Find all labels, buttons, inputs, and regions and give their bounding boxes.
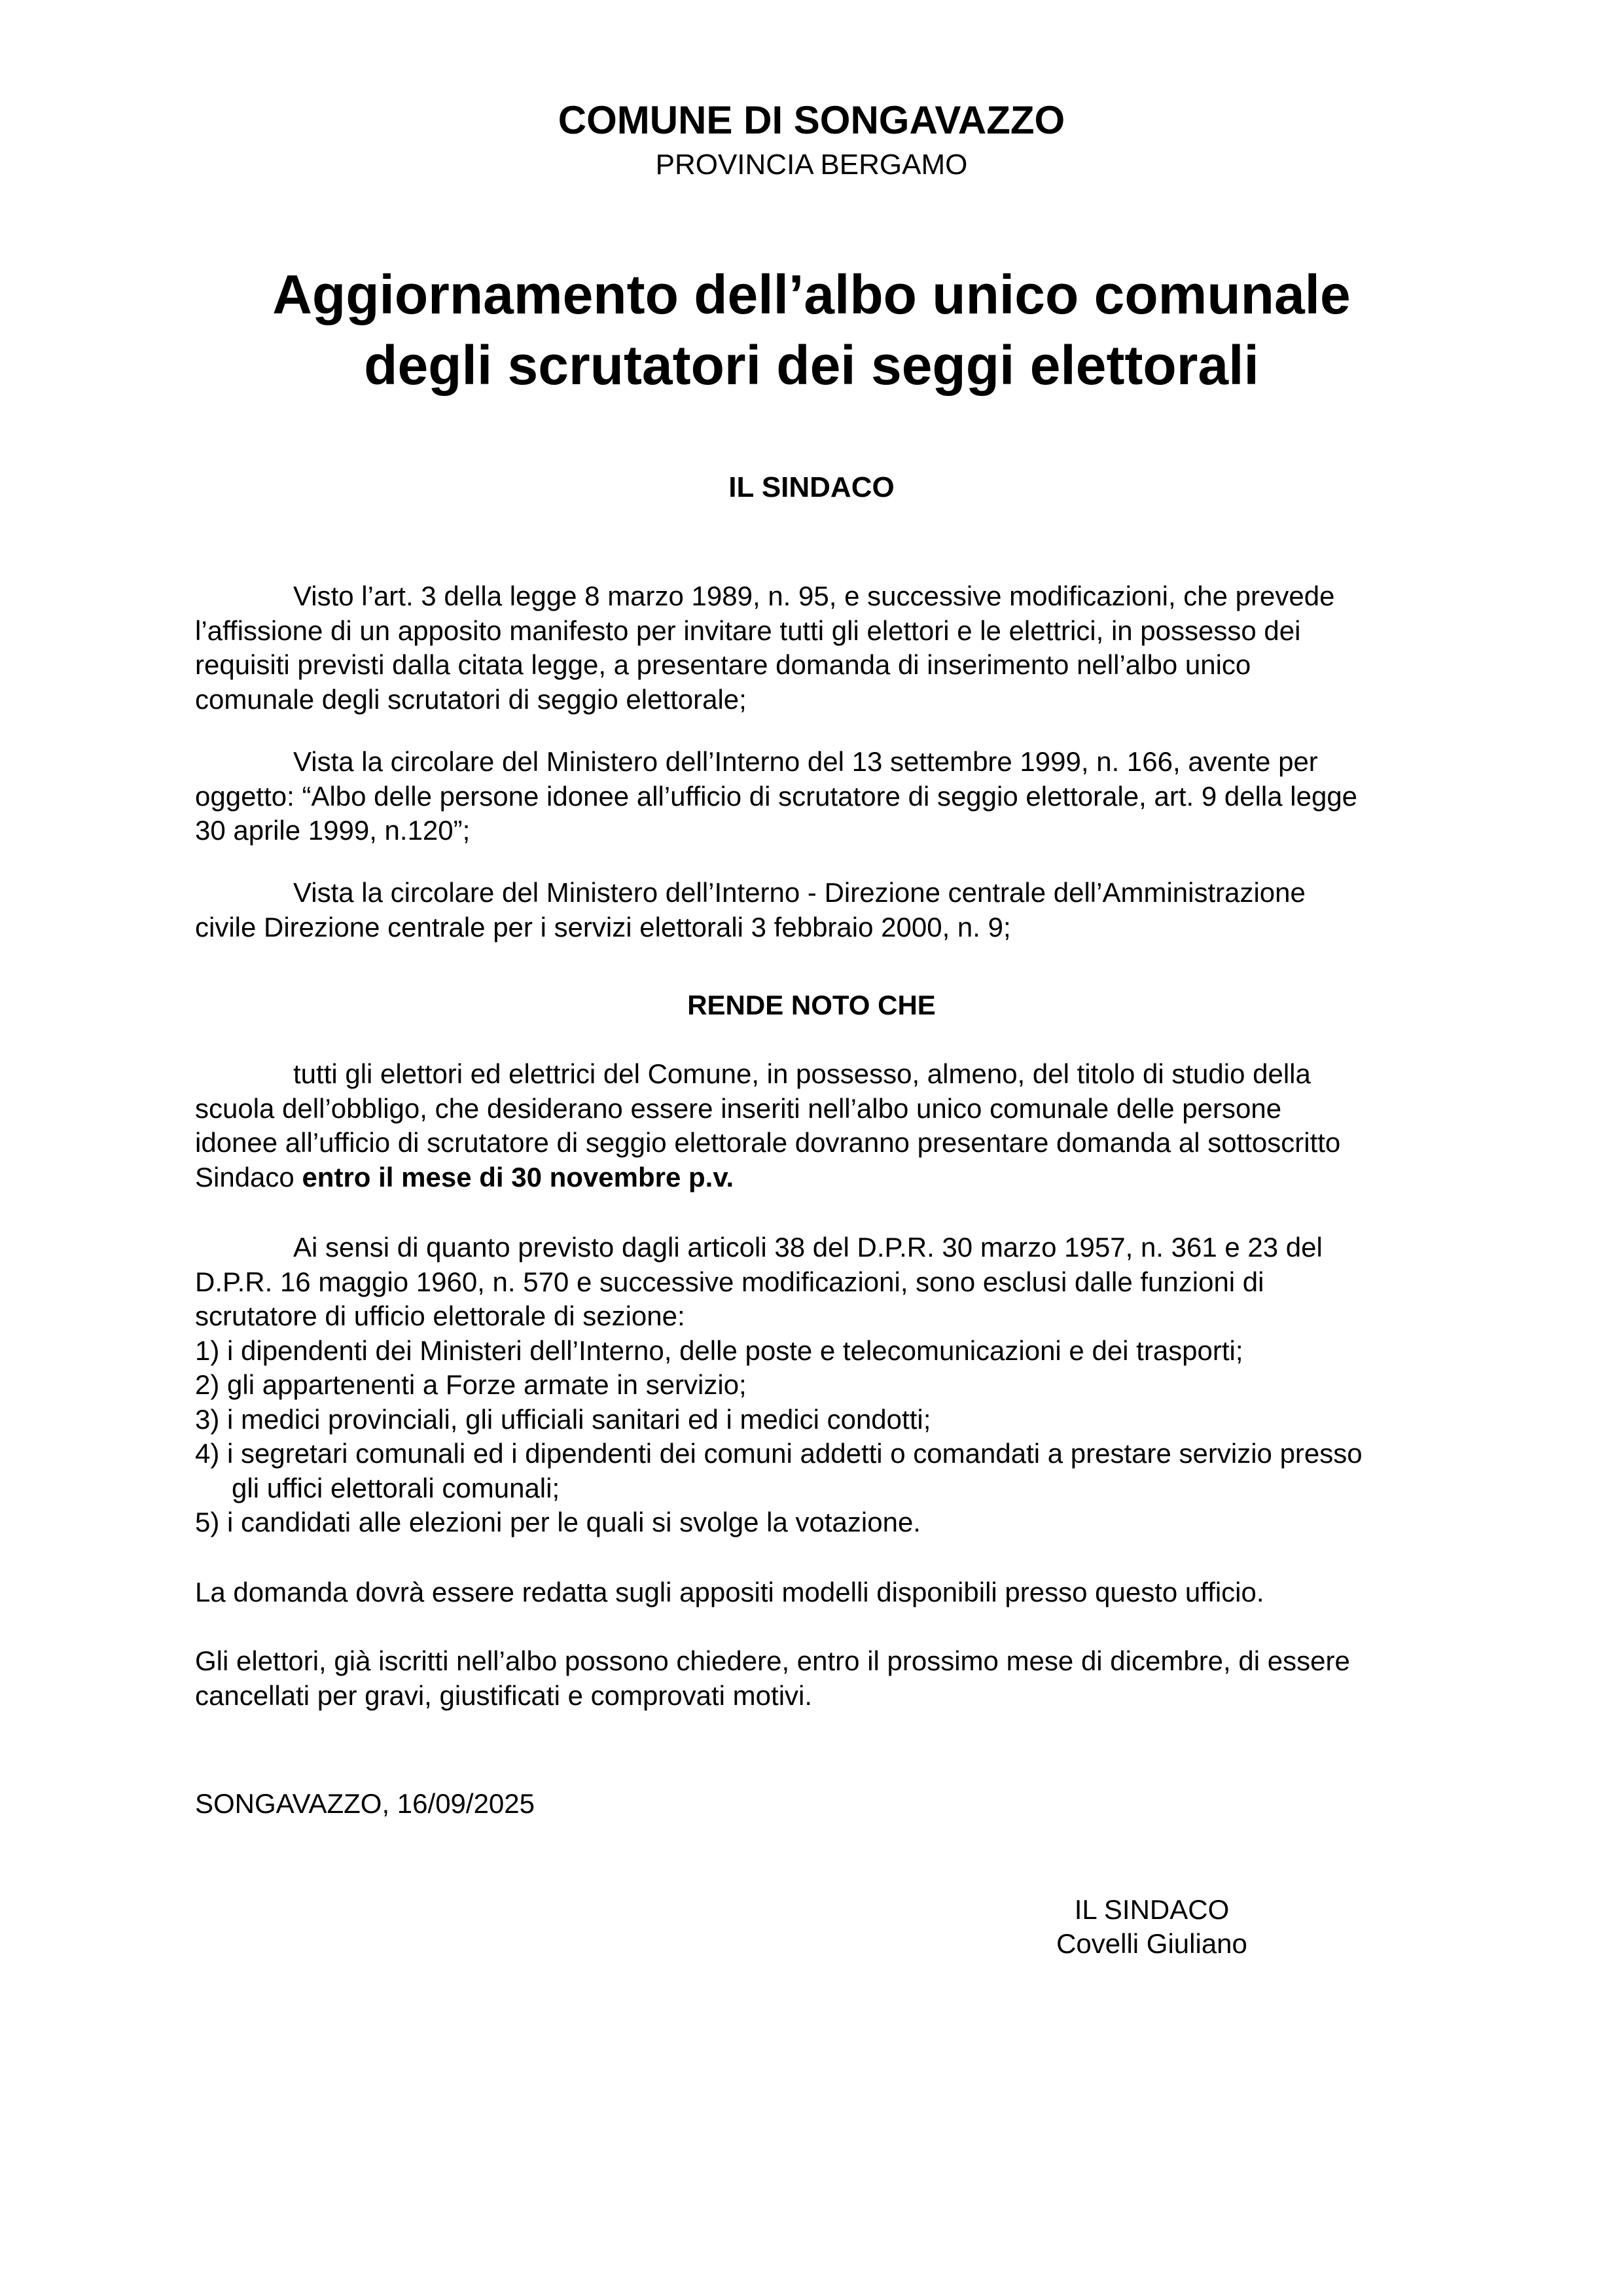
document-title [0,259,1623,401]
list-item: 5) i candidati alle elezioni per le quali si svolge la votazione. [195,1507,921,1537]
list-item: 2) gli appartenenti a Forze armate in servizio; [195,1369,747,1400]
text-line: Gli elettori, già iscritti nell’albo possono chiedere, entro il prossimo mese di dicembre, di essere [195,1645,1350,1676]
application-note [195,1575,1497,1610]
text-line: oggetto: “Albo delle persone idonee all’ufficio di scrutatore di seggio elettorale, art. 9 della legge [195,780,1358,812]
text-line: scrutatore di ufficio elettorale di sezione: [195,1300,685,1331]
text-line: Vista la circolare del Ministero dell’Interno del 13 settembre 1999, n. 166, avente per [293,746,1318,777]
signature-block [1008,1893,1296,1961]
list-item: 3) i medici provinciali, gli ufficiali sanitari ed i medici condotti; [195,1403,931,1435]
list-item: 4) i segretari comunali ed i dipendenti dei comuni addetti o comandati a prestare servizio presso [195,1438,1363,1469]
deadline-text: entro il mese di 30 novembre p.v. [302,1161,734,1193]
text-line: Ai sensi di quanto previsto dagli articoli 38 del D.P.R. 30 marzo 1957, n. 361 e 23 del [293,1232,1323,1263]
premise-paragraph-1 [195,579,1497,717]
text-line: comunale degli scrutatori di seggio elettorale; [195,683,747,715]
municipality-name: COMUNE DI SONGAVAZZO [558,98,1065,142]
text-line: requisiti previsti dalla citata legge, a presentare domanda di inserimento nell’albo unico [195,649,1251,680]
text-line: civile Direzione centrale per i servizi elettorali 3 febbraio 2000, n. 9; [195,911,1011,942]
signature-name: Covelli Giuliano [1056,1928,1247,1959]
notice-heading: RENDE NOTO CHE [687,990,936,1020]
text-line: La domanda dovrà essere redatta sugli appositi modelli disponibili presso questo ufficio. [195,1577,1264,1607]
text-line: idonee all’ufficio di scrutatore di seggio elettorale dovranno presentare domanda al sottoscritto [195,1127,1341,1158]
exclusions-list [195,1334,1497,1540]
text-line: 30 aprile 1999, n.120”; [195,815,471,846]
list-item-continuation: gli uffici elettorali comunali; [232,1472,560,1503]
text-line: scuola dell’obbligo, che desiderano essere inseriti nell’albo unico comunale delle persone [195,1092,1282,1124]
notice-paragraph [195,1057,1497,1194]
authority-heading: IL SINDACO [728,471,895,503]
text-fragment: Sindaco [195,1161,302,1193]
premise-paragraph-2 [195,745,1497,848]
exclusions-section [195,1230,1497,1540]
province-name: PROVINCIA BERGAMO [655,149,968,181]
premise-paragraph-3 [195,876,1497,944]
text-line: l’affissione di un apposito manifesto per invitare tutti gli elettori e le elettrici, in possesso dei [195,615,1301,646]
text-line: cancellati per gravi, giustificati e comprovati motivi. [195,1679,813,1711]
signature-role: IL SINDACO [1074,1894,1230,1925]
title-line-2: degli scrutatori dei seggi elettorali [364,334,1259,396]
title-line-1: Aggiornamento dell’albo unico comunale [272,264,1351,325]
text-line [195,1160,1497,1195]
cancellation-note [195,1644,1497,1713]
text-line: Vista la circolare del Ministero dell’Interno - Direzione centrale dell’Amministrazione [293,877,1306,908]
text-line: D.P.R. 16 maggio 1960, n. 570 e successive modificazioni, sono esclusi dalle funzioni di [195,1266,1264,1297]
list-item: 1) i dipendenti dei Ministeri dell’Interno, delle poste e telecomunicazioni e dei trasporti; [195,1335,1243,1366]
text-line: Visto l’art. 3 della legge 8 marzo 1989, n. 95, e successive modificazioni, che prevede [293,581,1335,611]
place-date: SONGAVAZZO, 16/09/2025 [195,1788,535,1819]
text-line: tutti gli elettori ed elettrici del Comune, in possesso, almeno, del titolo di studio della [293,1058,1311,1089]
